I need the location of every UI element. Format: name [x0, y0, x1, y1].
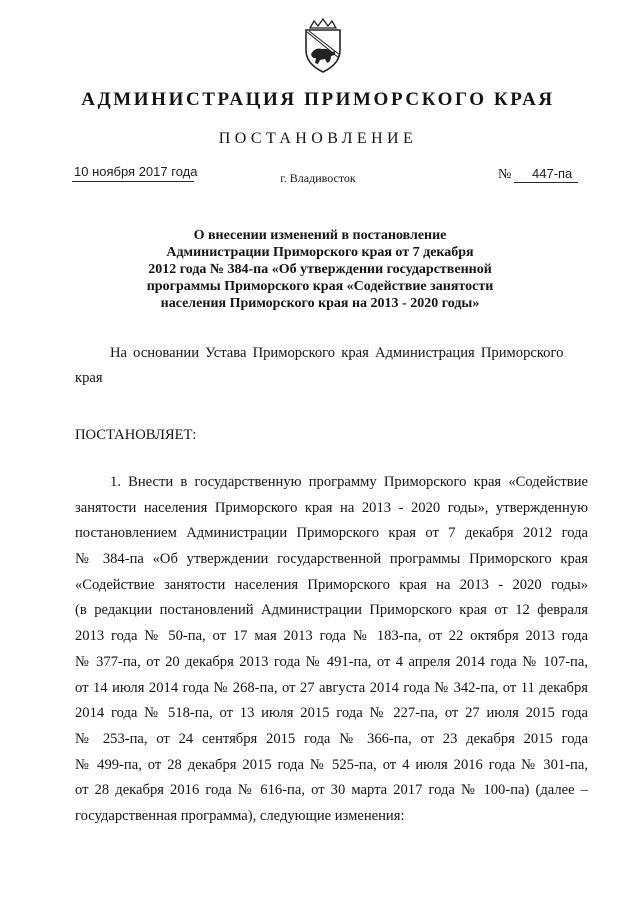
- basis-text-line-1: На основании Устава Приморского края Администрация Приморского: [110, 345, 564, 361]
- title-line: О внесении изменений в постановление: [193, 228, 447, 243]
- document-title: [110, 227, 530, 312]
- item-1-paragraph: [75, 470, 588, 830]
- organization-name: АДМИНИСТРАЦИЯ ПРИМОРСКОГО КРАЯ: [81, 89, 555, 110]
- paragraph-line: постановлением Администрации Приморского края от 7 декабря 2012 года: [75, 525, 588, 542]
- document-number: 447-па: [532, 166, 573, 181]
- paragraph-line: (в редакции постановлений Администрации Приморского края от 12 февраля: [75, 602, 588, 619]
- title-line: Администрации Приморского края от 7 декабря: [166, 245, 474, 260]
- paragraph-line: № 377-па, от 20 декабря 2013 года № 491-па, от 4 апреля 2014 года № 107-па,: [75, 653, 588, 670]
- resolves-heading: ПОСТАНОВЛЯЕТ:: [75, 427, 197, 443]
- paragraph-line: от 14 июля 2014 года № 268-па, от 27 августа 2014 года № 342-па, от 11 декабря: [75, 679, 588, 696]
- number-label: №: [498, 167, 512, 182]
- paragraph-line: № 384-па «Об утверждении государственной программы Приморского края: [75, 551, 588, 568]
- basis-text-line-2: края: [75, 370, 103, 386]
- number-underline: [514, 182, 578, 183]
- paragraph-line: 2013 года № 50-па, от 17 мая 2013 года № 183-па, от 22 октября 2013 года: [75, 628, 588, 645]
- paragraph-line: от 28 декабря 2016 года № 616-па, от 30 марта 2017 года № 100-па) (далее –: [75, 782, 588, 799]
- paragraph-line: № 499-па, от 28 декабря 2015 года № 525-па, от 4 июля 2016 года № 301-па,: [75, 756, 588, 773]
- paragraph-line: занятости населения Приморского края на 2013 - 2020 годы», утвержденную: [75, 499, 588, 516]
- coat-of-arms-icon: [300, 18, 346, 74]
- title-line: населения Приморского края на 2013 - 2020 годы»: [160, 296, 480, 311]
- paragraph-line: 2014 года № 518-па, от 13 июля 2015 года № 227-па, от 27 июля 2015 года: [75, 705, 588, 722]
- paragraph-line: «Содействие занятости населения Приморского края на 2013 - 2020 годы»: [75, 576, 588, 593]
- title-line: программы Приморского края «Содействие занятости: [146, 279, 494, 294]
- title-line: 2012 года № 384-па «Об утверждении государственной: [148, 262, 492, 277]
- document-type: ПОСТАНОВЛЕНИЕ: [218, 130, 418, 147]
- document-city: г. Владивосток: [280, 171, 356, 185]
- paragraph-line: № 253-па, от 24 сентября 2015 года № 366-па, от 23 декабря 2015 года: [75, 730, 588, 747]
- paragraph-line: государственная программа), следующие изменения:: [75, 807, 405, 824]
- document-date: 10 ноября 2017 года: [74, 164, 198, 179]
- paragraph-line: 1. Внести в государственную программу Приморского края «Содействие: [110, 474, 588, 490]
